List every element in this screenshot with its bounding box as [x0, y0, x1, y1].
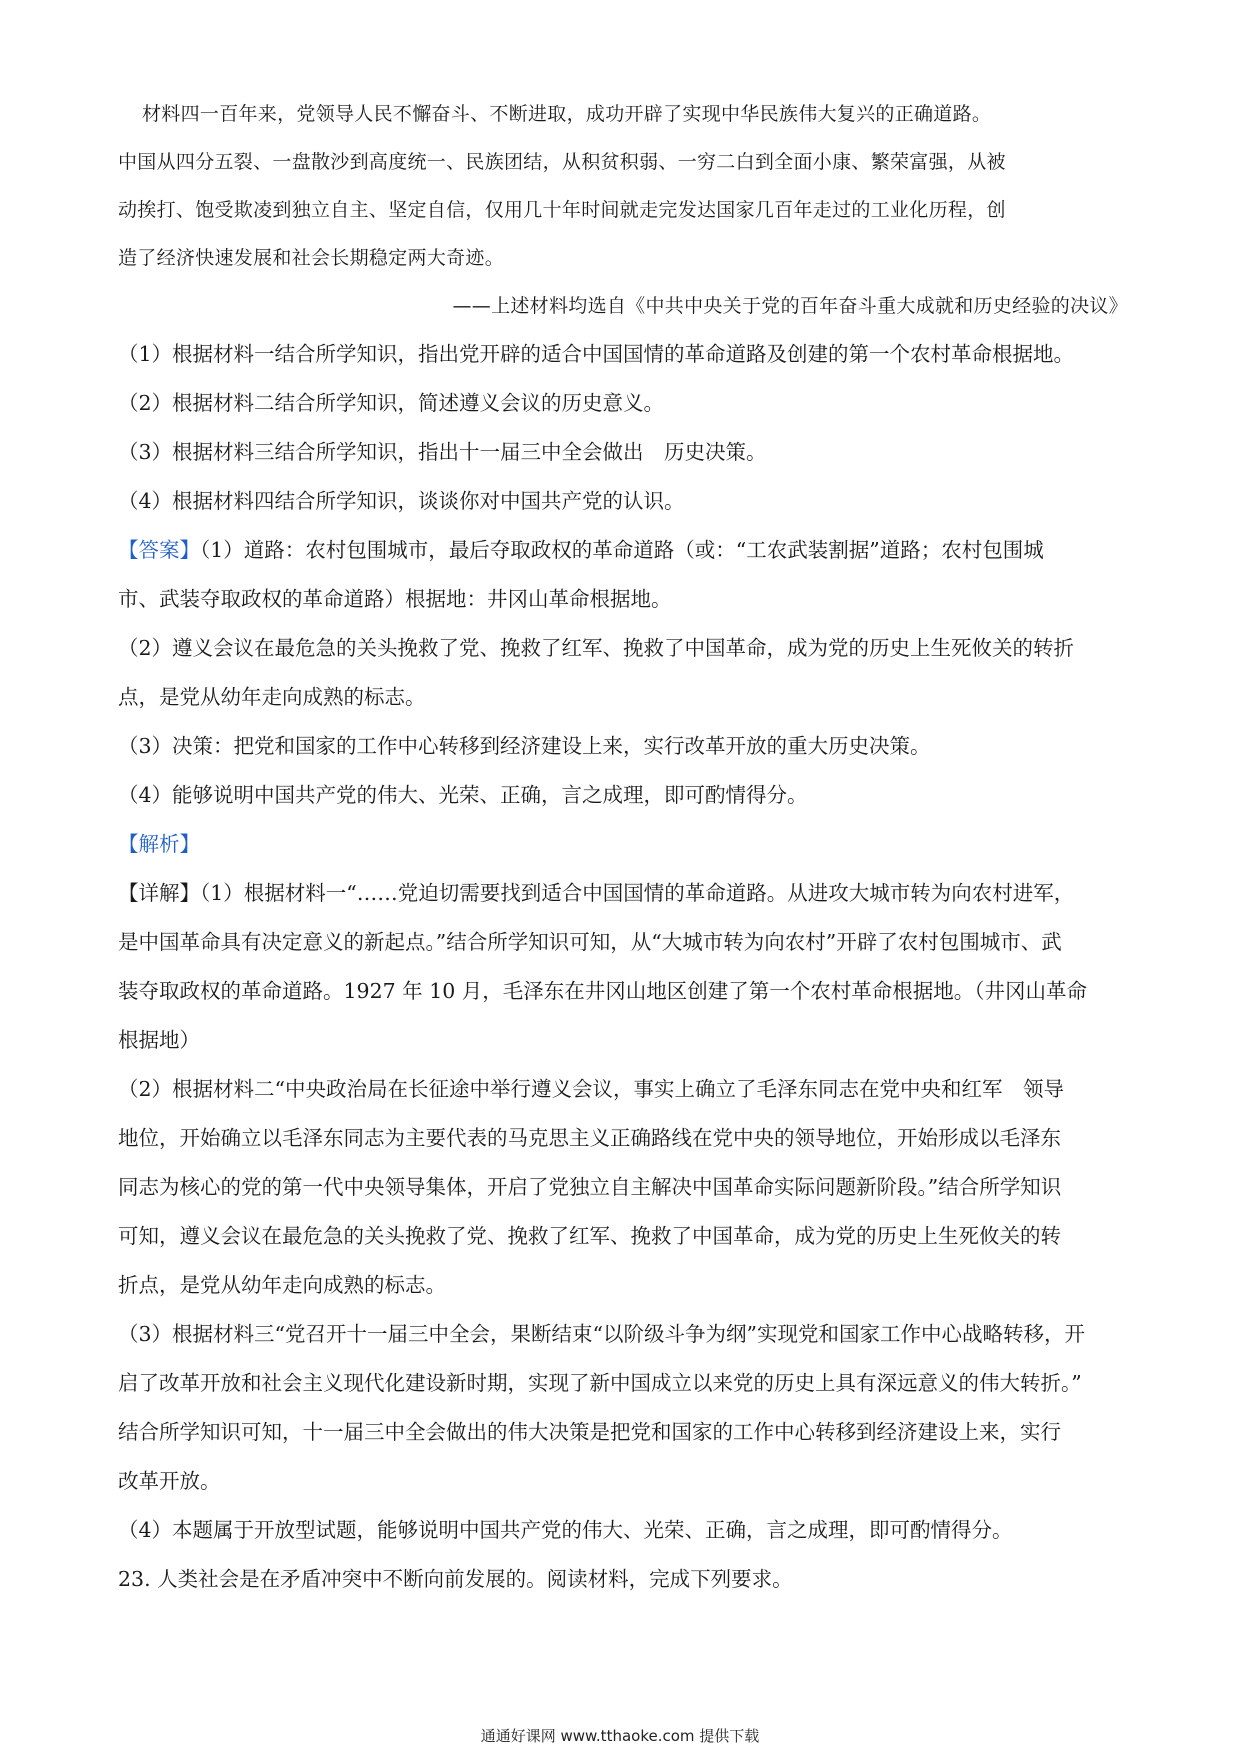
- detail-line-5: （2）根据材料二“中央政治局在长征途中举行遵义会议，事实上确立了毛泽东同志在党中央和红军 领导: [118, 1077, 1065, 1101]
- answer-line-1-text: （1）道路：农村包围城市，最后夺取政权的革命道路（或：“工农武装割据”道路；农村包围城: [200, 538, 1044, 562]
- material4-line-4: 造了经济快速发展和社会长期稳定两大奇迹。: [118, 247, 505, 269]
- answer-line-5: （3）决策：把党和国家的工作中心转移到经济建设上来，实行改革开放的重大历史决策。: [118, 734, 931, 758]
- answer-line-1: [118, 536, 1128, 564]
- question-1: （1）根据材料一结合所学知识，指出党开辟的适合中国国情的革命道路及创建的第一个农村革命根据地。: [118, 342, 1075, 366]
- detail-line-3: 装夺取政权的革命道路。1927 年 10 月，毛泽东在井冈山地区创建了第一个农村革命根据地。（井冈山革命: [118, 979, 1088, 1003]
- detail-tag: 【详解】: [118, 881, 200, 905]
- answer-line-6: （4）能够说明中国共产党的伟大、光荣、正确，言之成理，即可酌情得分。: [118, 783, 808, 807]
- material4-line-3: 动挨打、饱受欺凌到独立自主、坚定自信，仅用几十年时间就走完发达国家几百年走过的工业化历程，创: [118, 199, 1006, 221]
- material4-line-2: 中国从四分五裂、一盘散沙到高度统一、民族团结，从积贫积弱、一穷二白到全面小康、繁荣富强，从被: [118, 151, 1006, 173]
- detail-line-10: （3）根据材料三“党召开十一届三中全会，果断结束“以阶级斗争为纲”实现党和国家工作中心战略转移，开: [118, 1322, 1085, 1346]
- question-2: （2）根据材料二结合所学知识，简述遵义会议的历史意义。: [118, 391, 665, 415]
- detail-line-1: [118, 879, 1128, 907]
- answer-line-3: （2）遵义会议在最危急的关头挽救了党、挽救了红军、挽救了中国革命，成为党的历史上生死攸关的转折: [118, 636, 1075, 660]
- analysis-tag: 【解析】: [118, 832, 200, 856]
- detail-line-11: 启了改革开放和社会主义现代化建设新时期，实现了新中国成立以来党的历史上具有深远意义的伟大转折。”: [118, 1371, 1082, 1395]
- answer-line-2: 市、武装夺取政权的革命道路）根据地：井冈山革命根据地。: [118, 587, 672, 611]
- answer-line-4: 点，是党从幼年走向成熟的标志。: [118, 685, 426, 709]
- detail-line-12: 结合所学知识可知，十一届三中全会做出的伟大决策是把党和国家的工作中心转移到经济建设上来，实行: [118, 1420, 1061, 1444]
- material-source: ——上述材料均选自《中共中央关于党的百年奋斗重大成就和历史经验的决议》: [452, 295, 1128, 317]
- answer-tag: 【答案】: [118, 538, 200, 562]
- detail-line-4: 根据地）: [118, 1028, 200, 1052]
- detail-line-1-text: （1）根据材料一“……党迫切需要找到适合中国国情的革命道路。从进攻大城市转为向农村进军，: [200, 881, 1075, 905]
- detail-line-8: 可知，遵义会议在最危急的关头挽救了党、挽救了红军、挽救了中国革命，成为党的历史上生死攸关的转: [118, 1224, 1061, 1248]
- question-3: （3）根据材料三结合所学知识，指出十一届三中全会做出 历史决策。: [118, 440, 767, 464]
- detail-line-2: 是中国革命具有决定意义的新起点。”结合所学知识可知，从“大城市转为向农村”开辟了农村包围城市、武: [118, 930, 1062, 954]
- detail-line-7: 同志为核心的党的第一代中央领导集体，开启了党独立自主解决中国革命实际问题新阶段。”结合所学知识: [118, 1175, 1062, 1199]
- detail-line-9: 折点，是党从幼年走向成熟的标志。: [118, 1273, 446, 1297]
- detail-line-13: 改革开放。: [118, 1469, 221, 1493]
- question-23-heading: 23. 人类社会是在矛盾冲突中不断向前发展的。阅读材料，完成下列要求。: [118, 1567, 793, 1591]
- detail-line-6: 地位，开始确立以毛泽东同志为主要代表的马克思主义正确路线在党中央的领导地位，开始形成以毛泽东: [118, 1126, 1061, 1150]
- material4-line-1: 材料四一百年来，党领导人民不懈奋斗、不断进取，成功开辟了实现中华民族伟大复兴的正确道路。: [142, 103, 992, 125]
- question-4: （4）根据材料四结合所学知识，谈谈你对中国共产党的认识。: [118, 489, 685, 513]
- page-footer: 通通好课网 www.tthaoke.com 提供下载: [480, 1727, 760, 1745]
- detail-line-14: （4）本题属于开放型试题，能够说明中国共产党的伟大、光荣、正确，言之成理，即可酌情得分。: [118, 1518, 1013, 1542]
